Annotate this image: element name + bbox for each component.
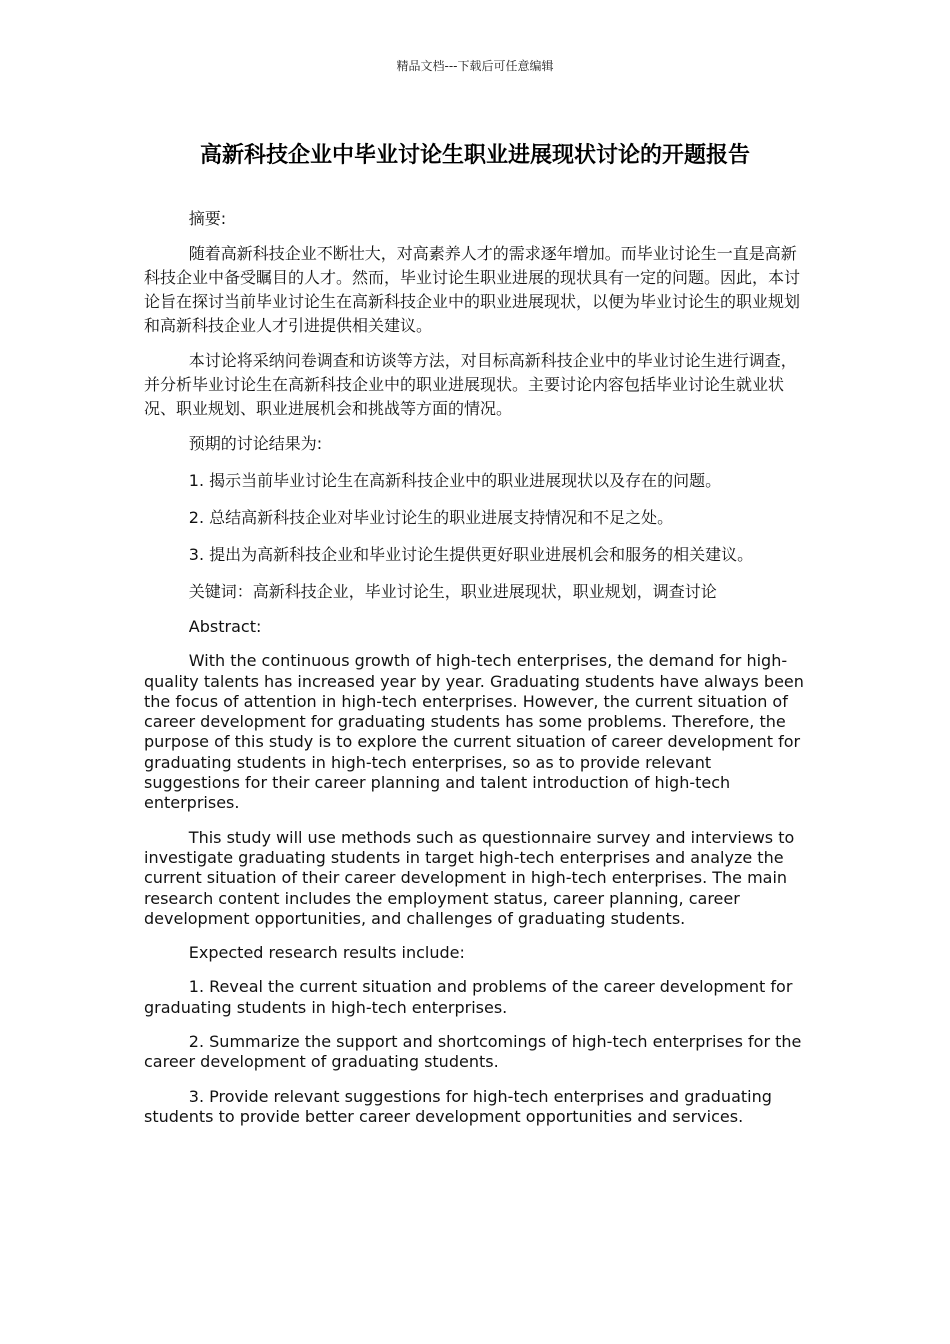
zh-paragraph-1: 随着高新科技企业不断壮大，对高素养人才的需求逐年增加。而毕业讨论生一直是高新科技企业中备受瞩目的人才。然而，毕业讨论生职业进展的现状具有一定的问题。因此，本讨论旨在探讨当前毕业讨论生在高新科技企业中的职业进展现状，以便为毕业讨论生的职业规划和高新科技企业人才引进提供相关建议。 (144, 244, 801, 335)
en-abstract-label: Abstract: (188, 617, 262, 636)
en-result-2: 2. Summarize the support and shortcomings of high-tech enterprises for the career development of graduating students. (144, 1032, 802, 1072)
zh-abstract-label: 摘要: (188, 209, 227, 228)
zh-result-2: 2. 总结高新科技企业对毕业讨论生的职业进展支持情况和不足之处。 (188, 508, 674, 527)
en-results-label: Expected research results include: (188, 943, 465, 963)
en-paragraph-1: With the continuous growth of high-tech enterprises, the demand for high-quality talents has increased year by year. Graduating students have always been the focus of attention in high-tech enterprises. However, the current situation of career development for graduating students has some problems. Therefore, the purpose of this study is to explore the current situation of career development for graduating students in high-tech enterprises, so as to provide relevant suggestions for their career planning and talent introduction of high-tech enterprises. (144, 651, 804, 813)
en-result-1: 1. Reveal the current situation and problems of the career development for graduating students in high-tech enterprises. (144, 977, 793, 1017)
document-body (144, 207, 806, 1141)
en-result-3: 3. Provide relevant suggestions for high-tech enterprises and graduating students to provide better career development opportunities and services. (144, 1086, 772, 1126)
zh-keywords: 关键词：高新科技企业，毕业讨论生，职业进展现状，职业规划，调查讨论 (188, 582, 717, 601)
document-title: 高新科技企业中毕业讨论生职业进展现状讨论的开题报告 (199, 143, 750, 168)
page-header-note: 精品文档---下载后可任意编辑 (396, 59, 554, 73)
zh-result-3: 3. 提出为高新科技企业和毕业讨论生提供更好职业进展机会和服务的相关建议。 (188, 545, 754, 564)
zh-results-label: 预期的讨论结果为: (188, 434, 323, 453)
zh-paragraph-2: 本讨论将采纳问卷调查和访谈等方法，对目标高新科技企业中的毕业讨论生进行调查，并分析毕业讨论生在高新科技企业中的职业进展现状。主要讨论内容包括毕业讨论生就业状况、职业规划、职业进展机会和挑战等方面的情况。 (144, 351, 797, 418)
en-paragraph-2: This study will use methods such as questionnaire survey and interviews to investigate graduating students in target high-tech enterprises and analyze the current situation of their career development in high-tech enterprises. The main research content includes the employment status, career planning, career development opportunities, and challenges of graduating students. (144, 827, 795, 928)
zh-result-1: 1. 揭示当前毕业讨论生在高新科技企业中的职业进展现状以及存在的问题。 (188, 471, 722, 490)
